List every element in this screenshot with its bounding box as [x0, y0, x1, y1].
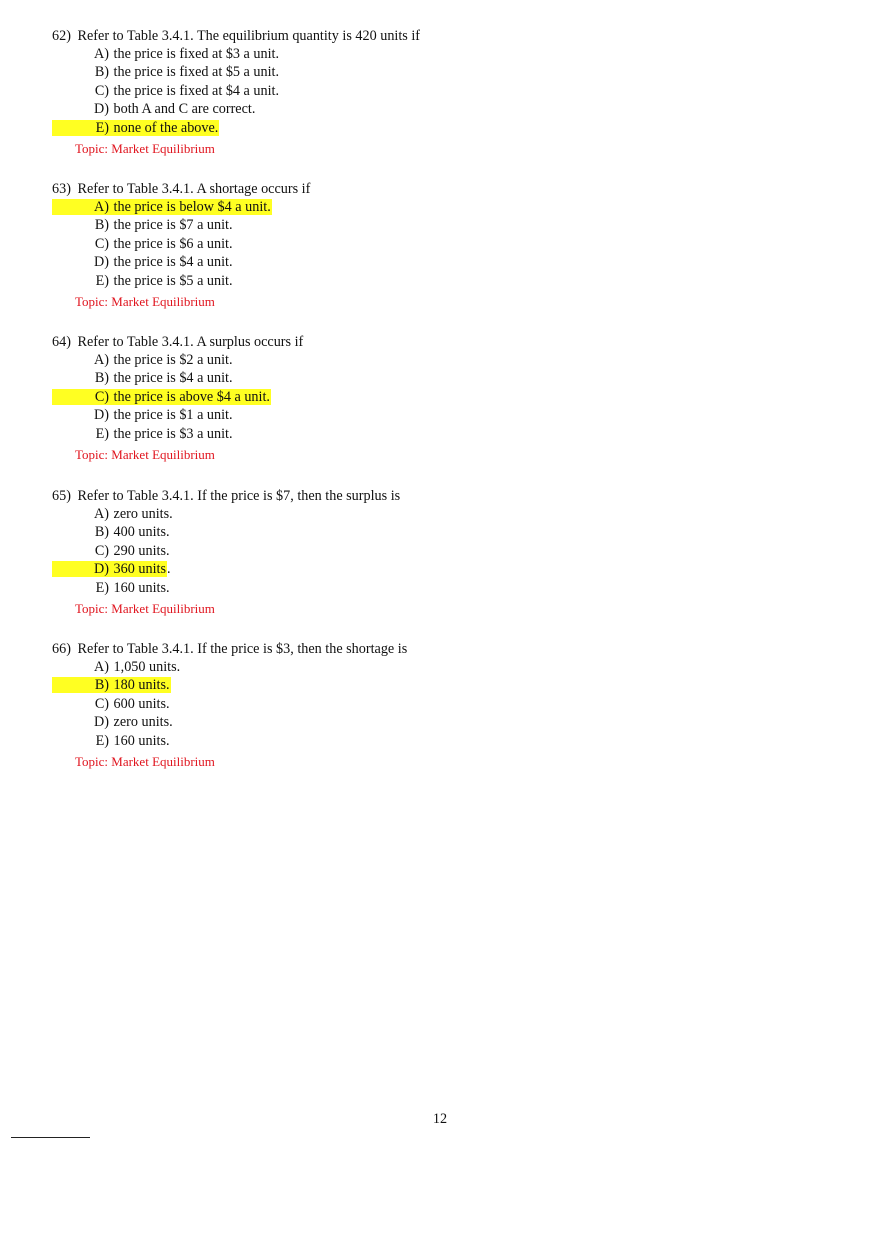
option-letter: E): [95, 272, 109, 289]
question-number: 63): [52, 181, 71, 197]
answer-option-d: [52, 713, 832, 731]
option-text: the price is above $4 a unit.: [113, 388, 270, 405]
answer-option-b: [52, 216, 832, 234]
answer-option-d: [52, 560, 832, 578]
answer-option-c: [52, 82, 832, 100]
question-number: 65): [52, 488, 71, 504]
question-stem: [52, 487, 832, 505]
answer-option-c: [52, 695, 832, 713]
answer-option-a: [52, 45, 832, 63]
question-62: [52, 27, 832, 157]
option-text: 160 units.: [113, 732, 170, 749]
option-letter: A): [94, 46, 109, 62]
answer-option-a: [52, 198, 832, 216]
option-letter: B): [94, 64, 109, 81]
option-letter: C): [94, 82, 109, 99]
option-letter: E): [95, 579, 109, 596]
option-text: the price is $2 a unit.: [113, 352, 233, 368]
question-63: [52, 180, 832, 310]
option-letter: D): [94, 407, 109, 424]
question-65: [52, 487, 832, 617]
question-text: Refer to Table 3.4.1. A shortage occurs if: [77, 181, 311, 197]
answer-option-b: [52, 369, 832, 387]
answer-options: [52, 505, 832, 597]
option-letter: B): [94, 217, 109, 234]
option-letter: B): [94, 524, 109, 541]
option-text: the price is fixed at $4 a unit.: [113, 82, 280, 99]
option-text: none of the above.: [113, 119, 219, 136]
answer-options: [52, 658, 832, 750]
option-text: the price is $5 a unit.: [113, 272, 233, 289]
option-text: the price is $3 a unit.: [113, 425, 233, 442]
footnote-divider: [11, 1137, 90, 1138]
answer-option-d: [52, 100, 832, 118]
option-letter: C): [94, 235, 109, 252]
answer-options: [52, 198, 832, 290]
question-stem: [52, 640, 832, 658]
answer-option-a: [52, 658, 832, 676]
answer-option-c: [52, 542, 832, 560]
answer-option-c: [52, 388, 832, 406]
option-letter: B): [94, 370, 109, 387]
option-text: 160 units.: [113, 579, 170, 596]
option-text: 180 units.: [113, 677, 170, 694]
topic-label: Topic: Market Equilibrium: [75, 753, 215, 769]
answer-option-e: [52, 732, 832, 750]
option-text: both A and C are correct.: [113, 101, 256, 118]
option-letter: A): [94, 506, 109, 522]
option-letter: A): [94, 352, 109, 368]
option-text: the price is below $4 a unit.: [113, 199, 271, 215]
answer-option-b: [52, 523, 832, 541]
answer-option-d: [52, 406, 832, 424]
option-text: 1,050 units.: [113, 659, 181, 675]
option-text: zero units.: [113, 714, 173, 731]
option-text: 600 units.: [113, 695, 170, 712]
question-stem: [52, 180, 832, 198]
option-text: 360 units: [113, 561, 166, 578]
option-text: the price is $7 a unit.: [113, 217, 233, 234]
page-number: 12: [432, 1111, 448, 1127]
option-text: the price is $4 a unit.: [113, 254, 233, 271]
option-letter: E): [95, 425, 109, 442]
answer-options: [52, 45, 832, 137]
option-text: the price is fixed at $3 a unit.: [113, 46, 280, 62]
option-text: the price is $1 a unit.: [113, 407, 233, 424]
question-number: 66): [52, 641, 71, 657]
option-letter: A): [94, 199, 109, 215]
question-stem: [52, 333, 832, 351]
option-letter: C): [94, 695, 109, 712]
option-text: the price is $6 a unit.: [113, 235, 233, 252]
question-text: Refer to Table 3.4.1. The equilibrium quantity is 420 units if: [77, 28, 421, 44]
option-letter: E): [95, 119, 109, 136]
option-letter: C): [94, 542, 109, 559]
option-letter: C): [94, 388, 109, 405]
answer-option-e: [52, 119, 832, 137]
option-letter: D): [94, 714, 109, 731]
answer-options: [52, 351, 832, 443]
topic-label: Topic: Market Equilibrium: [75, 293, 215, 309]
option-letter: B): [94, 677, 109, 694]
question-stem: [52, 27, 832, 45]
answer-option-b: [52, 676, 832, 694]
option-text: 400 units.: [113, 524, 170, 541]
option-letter: D): [94, 101, 109, 118]
topic-label: Topic: Market Equilibrium: [75, 140, 215, 156]
option-text: the price is $4 a unit.: [113, 370, 233, 387]
option-letter: D): [94, 561, 109, 578]
option-text: zero units.: [113, 506, 173, 522]
question-64: [52, 333, 832, 463]
answer-option-a: [52, 505, 832, 523]
topic-label: Topic: Market Equilibrium: [75, 600, 215, 616]
option-letter: A): [94, 659, 109, 675]
answer-option-b: [52, 63, 832, 81]
answer-option-e: [52, 425, 832, 443]
question-66: [52, 640, 832, 770]
question-number: 62): [52, 28, 71, 44]
answer-option-d: [52, 253, 832, 271]
option-text: the price is fixed at $5 a unit.: [113, 64, 280, 81]
answer-option-e: [52, 272, 832, 290]
topic-label: Topic: Market Equilibrium: [75, 446, 215, 462]
question-text: Refer to Table 3.4.1. If the price is $7, then the surplus is: [77, 488, 401, 504]
question-text: Refer to Table 3.4.1. If the price is $3, then the shortage is: [77, 641, 408, 657]
answer-option-a: [52, 351, 832, 369]
question-number: 64): [52, 334, 71, 350]
option-letter: E): [95, 732, 109, 749]
option-trailing-punctuation: .: [166, 561, 171, 578]
option-text: 290 units.: [113, 542, 170, 559]
answer-option-e: [52, 579, 832, 597]
option-letter: D): [94, 254, 109, 271]
answer-option-c: [52, 235, 832, 253]
question-text: Refer to Table 3.4.1. A surplus occurs if: [77, 334, 304, 350]
